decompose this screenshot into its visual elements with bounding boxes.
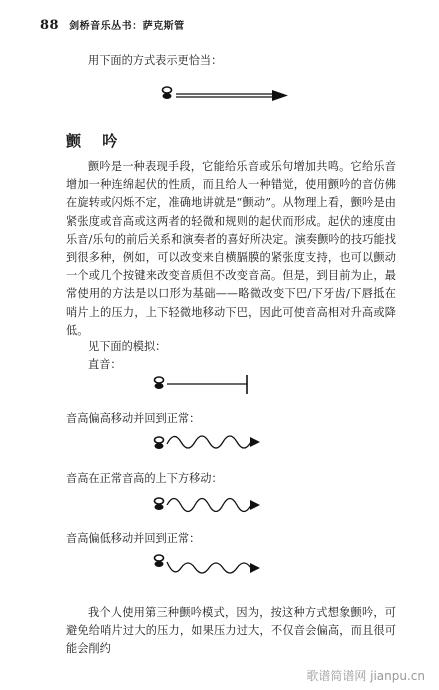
notation-wave-around bbox=[152, 492, 262, 518]
example-label-high: 音高偏高移动并回到正常： bbox=[66, 412, 201, 425]
body-paragraph: 颤吟是一种表现手段，它能给乐音或乐句增加共鸣。它给乐音增加一种连绵起伏的性质，而且给人一种错觉，使用颤吟的音仿佛在旋转或闪烁不定，准确地讲就是“颤动”。从物理上看，颤吟是由紧张度或音高或这两者的轻微和规则的起伏而形成。起伏的速度由乐音/乐句的前后关系和演奏者的喜好所决定。演奏颤吟的技巧能找到很多种，例如，可以改变来自横膈膜的紧张度支持，也可以颤动一个或几个按键来改变音质但不改变音高。但是，到目前为止，最常使用的方法是以口形为基础——略微改变下巴/下牙齿/下唇抵在哨片上的压力，上下轻微地移动下巴，因此可使音高相对升高或降低。 bbox=[66, 160, 396, 337]
intro-text: 用下面的方式表示更恰当： bbox=[88, 54, 223, 67]
note-icon bbox=[155, 437, 164, 449]
series-title: 剑桥音乐丛书：萨克斯管 bbox=[69, 21, 185, 32]
example-label-straight: 直音： bbox=[88, 358, 122, 371]
notation-wave-low bbox=[152, 552, 262, 582]
section-title: 颤 吟 bbox=[66, 132, 126, 150]
see-below-text: 见下面的模拟： bbox=[88, 340, 167, 353]
example-label-around: 音高在正常音高的上下方移动： bbox=[66, 472, 223, 485]
page-number: 88 bbox=[40, 18, 60, 33]
notation-wave-high bbox=[152, 428, 262, 454]
note-icon bbox=[155, 555, 164, 567]
page-header bbox=[40, 17, 185, 33]
closing-paragraph: 我个人使用第三种颤吟模式，因为，按这种方式想象颤吟，可避免给哨片过大的压力，如果压力过大，不仅音会偏高，而且很可能会削约 bbox=[66, 606, 396, 656]
notation-straight-arrow bbox=[160, 86, 290, 102]
note-icon bbox=[163, 87, 172, 99]
watermark: 歌谱简谱网 jianpu.cn bbox=[306, 669, 425, 683]
note-icon bbox=[155, 377, 164, 389]
note-icon bbox=[155, 498, 164, 510]
notation-straight bbox=[152, 374, 252, 396]
example-label-low: 音高偏低移动并回到正常： bbox=[66, 532, 201, 545]
